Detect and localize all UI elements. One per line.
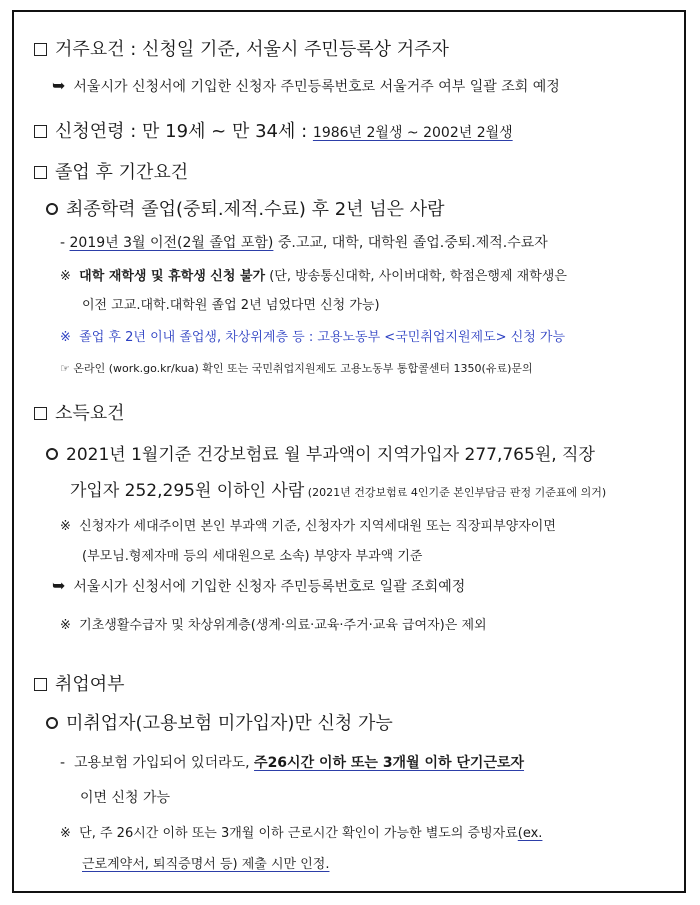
household-note-cont: (부모님.형제자매 등의 세대원으로 소속) 부양자 부과액 기준 (82, 549, 423, 564)
pointing-hand-icon: ☞ (60, 362, 74, 375)
household-note: ※ 신청자가 세대주이면 본인 부과액 기준, 신청자가 지역세대원 또는 직장피부양자이면 (60, 519, 556, 534)
short-term-worker-condition: - 고용보험 가입되어 있더라도, 주26시간 이하 또는 3개월 이하 단기근로자 (60, 755, 525, 771)
checkbox-square-icon (34, 407, 47, 420)
income-lookup-note: ➥ 서울시가 신청서에 기입한 신청자 주민등록번호로 일괄 조회예정 (52, 576, 466, 595)
welfare-exclusion-note: ※ 기초생활수급자 및 차상위계층(생계·의료·교육·주거·교육 급여자)은 제외 (60, 618, 487, 633)
arrow-right-icon: ➥ (52, 576, 66, 595)
age-requirement: 신청연령 : 만 19세 ~ 만 34세 : 1986년 2월생 ~ 2002년 2월생 (34, 117, 513, 143)
recent-graduate-note: ※ 졸업 후 2년 이내 졸업생, 차상위계층 등 : 고용노동부 <국민취업지원제도> 신청 가능 (60, 330, 566, 345)
arrow-right-icon: ➥ (52, 76, 66, 95)
income-condition: 2021년 1월기준 건강보험료 월 부과액이 지역가입자 277,765원, 직장 (46, 440, 595, 465)
employment-heading: 취업여부 (34, 670, 125, 696)
circle-bullet-icon (46, 203, 58, 215)
checkbox-square-icon (34, 166, 47, 179)
checkbox-square-icon (34, 43, 47, 56)
checkbox-square-icon (34, 125, 47, 138)
checkbox-square-icon (34, 678, 47, 691)
residence-requirement: 거주요건 : 신청일 기준, 서울시 주민등록상 거주자 (34, 35, 449, 61)
graduation-condition: 최종학력 졸업(중퇴.제적.수료) 후 2년 넘은 사람 (46, 195, 445, 221)
short-term-worker-cont: 이면 신청 가능 (80, 790, 171, 806)
graduation-period-heading: 졸업 후 기간요건 (34, 158, 188, 184)
circle-bullet-icon (46, 717, 58, 729)
unemployment-condition: 미취업자(고용보험 미가입자)만 신청 가능 (46, 709, 393, 735)
student-exclusion-note: ※ 대학 재학생 및 휴학생 신청 불가 (단, 방송통신대학, 사이버대학, 학점은행제 재학생은 (60, 269, 567, 284)
student-exclusion-note-cont: 이전 고교.대학.대학원 졸업 2년 넘었다면 신청 가능) (82, 298, 380, 313)
birth-range: 1986년 2월생 ~ 2002년 2월생 (312, 125, 513, 141)
residence-note: ➥ 서울시가 신청서에 기입한 신청자 주민등록번호로 서울거주 여부 일괄 조회 예정 (52, 76, 560, 95)
proof-document-note-cont: 근로계약서, 퇴직증명서 등) 제출 시만 인정. (82, 857, 330, 872)
income-condition-cont: 가입자 252,295원 이하인 사람 (2021년 건강보험료 4인기준 본인부담금 판정 기준표에 의거) (70, 481, 607, 501)
online-inquiry-note: ☞ 온라인 (work.go.kr/kua) 확인 또는 국민취업지원제도 고용노동부 통합콜센터 1350(유료)문의 (60, 362, 533, 375)
circle-bullet-icon (46, 448, 58, 460)
graduation-date-condition: - 2019년 3월 이전(2월 졸업 포함) 중.고교, 대학, 대학원 졸업.중퇴.제적.수료자 (60, 235, 548, 251)
income-heading: 소득요건 (34, 399, 125, 425)
proof-document-note: ※ 단, 주 26시간 이하 또는 3개월 이하 근로시간 확인이 가능한 별도의 증빙자료(ex. (60, 826, 543, 841)
